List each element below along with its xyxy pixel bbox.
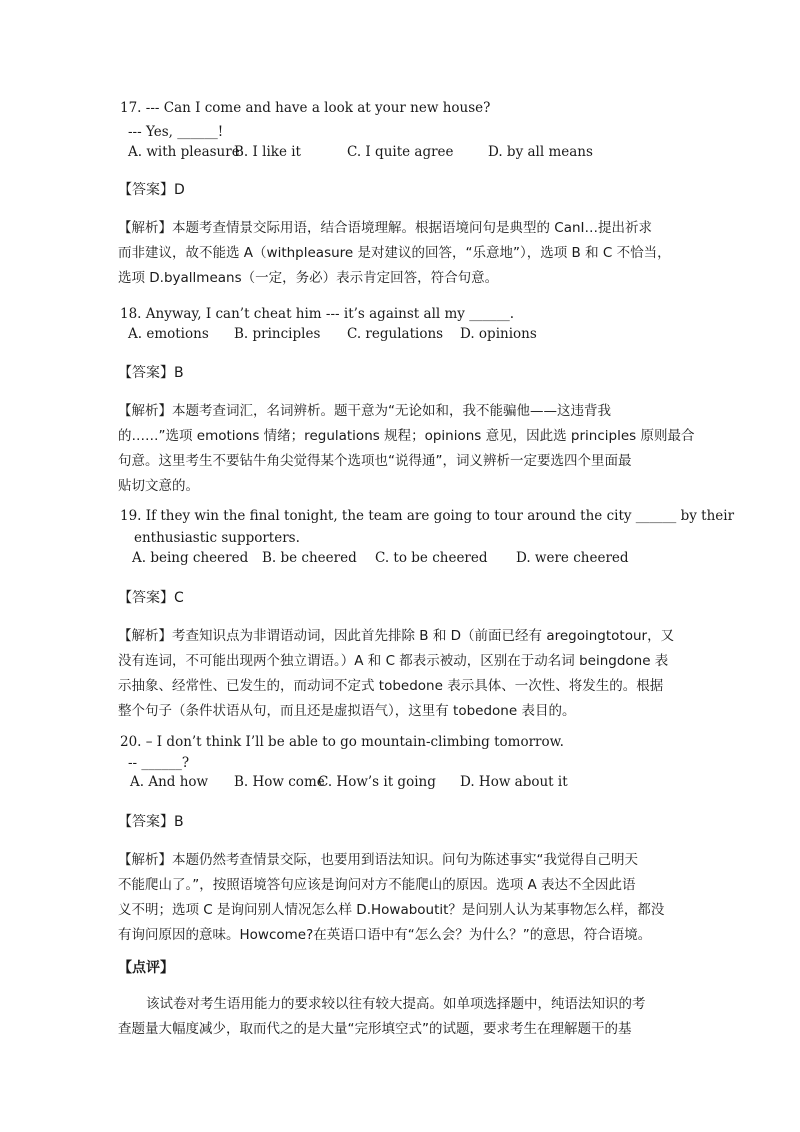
q18-analysis (118, 399, 695, 499)
q19-option-a: A. being cheered (132, 550, 249, 566)
q20-option-a: A. And how (130, 774, 209, 790)
review-text (118, 992, 682, 1042)
q20-option-b: B. How come (234, 774, 325, 790)
q18-stem: 18. Anyway, I can’t cheat him --- it’s against all my ______. (120, 306, 515, 322)
q19-analysis (118, 624, 682, 724)
q20-analysis-line: 【解析】本题仍然考查情景交际，也要用到语法知识。问句为陈述事实“我觉得自己明天 (118, 852, 638, 868)
q19-option-c: C. to be cheered (375, 550, 488, 566)
q20-answer: 【答案】B (118, 814, 184, 830)
q19-analysis-line: 没有连词，不可能出现两个独立谓语。）A 和 C 都表示被动，区别在于动名词 beingdone 表 (118, 653, 669, 669)
q19-stem: 19. If they win the final tonight, the team are going to tour around the city ______ by their (120, 508, 735, 524)
q17-option-b: B. I like it (234, 144, 301, 160)
q20-stem-response: -- ______? (128, 755, 190, 771)
q17-analysis-line: 而非建议，故不能选 A（withpleasure 是对建议的回答，“乐意地”），选项 B 和 C 不恰当， (118, 245, 671, 261)
q17-option-d: D. by all means (488, 144, 593, 160)
q19-stem-continuation: enthusiastic supporters. (134, 530, 300, 546)
q18-option-b: B. principles (234, 326, 321, 342)
q19-analysis-line: 【解析】考查知识点为非谓语动词，因此首先排除 B 和 D（前面已经有 aregoingtotour，又 (118, 628, 675, 644)
q18-answer: 【答案】B (118, 365, 184, 381)
q18-analysis-line: 贴切文意的。 (118, 478, 199, 494)
q17-option-c: C. I quite agree (347, 144, 454, 160)
q18-option-c: C. regulations (347, 326, 444, 342)
q20-analysis-line: 义不明；选项 C 是询问别人情况怎么样 D.Howaboutit？是问别人认为某事物怎么样，都没 (118, 902, 665, 918)
q20-stem: 20. – I don’t think I’ll be able to go mountain-climbing tomorrow. (120, 734, 564, 750)
q17-analysis-line: 【解析】本题考查情景交际用语，结合语境理解。根据语境问句是典型的 CanI…提出祈求 (118, 220, 653, 236)
q17-stem-response: --- Yes, ______! (128, 124, 224, 140)
q17-option-a: A. with pleasure (128, 144, 240, 160)
q20-option-d: D. How about it (460, 774, 568, 790)
q20-analysis (118, 848, 682, 948)
q19-answer: 【答案】C (118, 590, 184, 606)
q18-analysis-line: 【解析】本题考查词汇，名词辨析。题干意为“无论如和，我不能骗他——这违背我 (118, 403, 611, 419)
q19-analysis-line: 整个句子（条件状语从句，而且还是虚拟语气），这里有 tobedone 表目的。 (118, 703, 576, 719)
q20-analysis-line: 有询问原因的意味。Howcome?在英语口语中有“怎么会？为什么？”的意思，符合语境。 (118, 927, 652, 943)
q17-answer: 【答案】D (118, 182, 185, 198)
q19-analysis-line: 示抽象、经常性、已发生的，而动词不定式 tobedone 表示具体、一次性、将发生的。根据 (118, 678, 664, 694)
q19-option-d: D. were cheered (516, 550, 629, 566)
review-text-line: 查题量大幅度减少，取而代之的是大量“完形填空式”的试题，要求考生在理解题干的基 (118, 1021, 632, 1037)
q20-option-c: C. How’s it going (318, 774, 436, 790)
review-heading: 【点评】 (118, 960, 174, 976)
q17-stem: 17. --- Can I come and have a look at your new house? (120, 100, 491, 116)
q19-option-b: B. be cheered (262, 550, 357, 566)
q17-analysis (118, 216, 682, 291)
review-text-line: 该试卷对考生语用能力的要求较以往有较大提高。如单项选择题中，纯语法知识的考 (146, 996, 646, 1012)
q18-analysis-line: 句意。这里考生不要钻牛角尖觉得某个选项也“说得通”，词义辨析一定要选四个里面最 (118, 453, 632, 469)
q18-analysis-line: 的……”选项 emotions 情绪；regulations 规程；opinions 意见，因此选 principles 原则最合 (118, 428, 695, 444)
q17-analysis-line: 选项 D.byallmeans（一定，务必）表示肯定回答，符合句意。 (118, 270, 499, 286)
q18-option-d: D. opinions (460, 326, 537, 342)
q18-option-a: A. emotions (128, 326, 209, 342)
q20-analysis-line: 不能爬山了。”，按照语境答句应该是询问对方不能爬山的原因。选项 A 表达不全因此语 (118, 877, 636, 893)
